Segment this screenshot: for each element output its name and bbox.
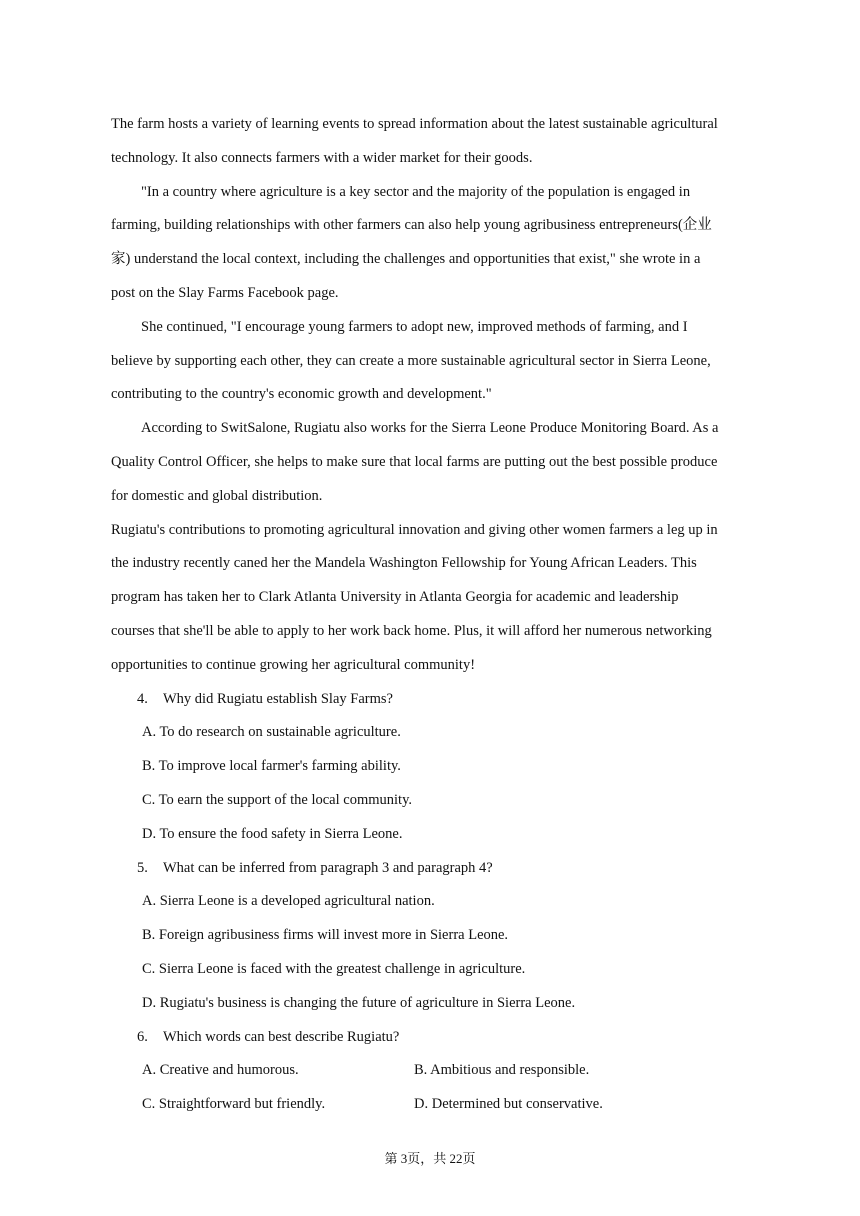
answer-option: A. Creative and humorous.	[142, 1062, 299, 1079]
question-4	[111, 683, 751, 852]
question-6	[111, 1021, 751, 1122]
answer-option: A. To do research on sustainable agriculture.	[142, 724, 401, 741]
answer-option: D. Rugiatu's business is changing the future of agriculture in Sierra Leone.	[142, 994, 576, 1011]
answer-option: B. Ambitious and responsible.	[414, 1062, 590, 1079]
text-line: post on the Slay Farms Facebook page.	[111, 284, 339, 301]
paragraph-1	[111, 108, 751, 176]
text-line: opportunities to continue growing her agricultural community!	[111, 656, 476, 673]
answer-option: D. To ensure the food safety in Sierra Leone.	[142, 825, 403, 842]
page-number-footer: 第 3页，共 22页	[384, 1151, 476, 1166]
question-5	[111, 852, 751, 1021]
text-line: "In a country where agriculture is a key sector and the majority of the population is engaged in	[141, 183, 691, 200]
text-line: for domestic and global distribution.	[111, 487, 323, 504]
answer-option: D. Determined but conservative.	[414, 1096, 603, 1113]
text-line: According to SwitSalone, Rugiatu also works for the Sierra Leone Produce Monitoring Board. As a	[141, 420, 719, 437]
question-text: What can be inferred from paragraph 3 and paragraph 4?	[163, 859, 493, 876]
text-line: Rugiatu's contributions to promoting agricultural innovation and giving other women farmers a leg up in	[111, 521, 718, 538]
question-number: 5.	[137, 859, 148, 876]
text-line: Quality Control Officer, she helps to make sure that local farms are putting out the best possible produce	[111, 453, 718, 470]
answer-option: C. Straightforward but friendly.	[142, 1096, 326, 1113]
question-text: Which words can best describe Rugiatu?	[163, 1028, 400, 1045]
question-number: 6.	[137, 1028, 148, 1045]
text-line: believe by supporting each other, they can create a more sustainable agricultural sector in Sierra Leone,	[111, 352, 711, 369]
text-line: courses that she'll be able to apply to her work back home. Plus, it will afford her numerous networking	[111, 622, 712, 639]
text-line: technology. It also connects farmers with a wider market for their goods.	[111, 149, 533, 166]
paragraph-2	[111, 176, 751, 311]
answer-option: C. To earn the support of the local community.	[142, 791, 412, 808]
text-line: the industry recently caned her the Mandela Washington Fellowship for Young African Leaders. This	[111, 555, 697, 572]
answer-option-row	[111, 1088, 751, 1122]
page-content	[111, 108, 751, 1122]
question-text: Why did Rugiatu establish Slay Farms?	[163, 690, 393, 707]
question-stem	[111, 1021, 751, 1055]
answer-option-row	[111, 1054, 751, 1088]
answer-option: B. To improve local farmer's farming ability.	[142, 758, 401, 775]
paragraph-4	[111, 412, 751, 513]
answer-option: B. Foreign agribusiness firms will invest more in Sierra Leone.	[142, 927, 509, 944]
text-line: farming, building relationships with other farmers can also help young agribusiness entrepreneurs(企业	[111, 217, 712, 234]
paragraph-5	[111, 514, 751, 683]
question-number: 4.	[137, 690, 148, 707]
text-line: program has taken her to Clark Atlanta University in Atlanta Georgia for academic and leadership	[111, 589, 679, 606]
question-stem	[111, 683, 751, 717]
question-stem	[111, 852, 751, 886]
text-line: contributing to the country's economic growth and development."	[111, 386, 492, 403]
paragraph-3	[111, 311, 751, 412]
text-line: She continued, "I encourage young farmers to adopt new, improved methods of farming, and I	[141, 318, 688, 335]
text-line: 家) understand the local context, including the challenges and opportunities that exist," she wrote in a	[111, 251, 701, 268]
answer-option: A. Sierra Leone is a developed agricultural nation.	[142, 893, 435, 910]
answer-option: C. Sierra Leone is faced with the greatest challenge in agriculture.	[142, 960, 526, 977]
text-line: The farm hosts a variety of learning events to spread information about the latest sustainable agricultural	[111, 116, 718, 132]
